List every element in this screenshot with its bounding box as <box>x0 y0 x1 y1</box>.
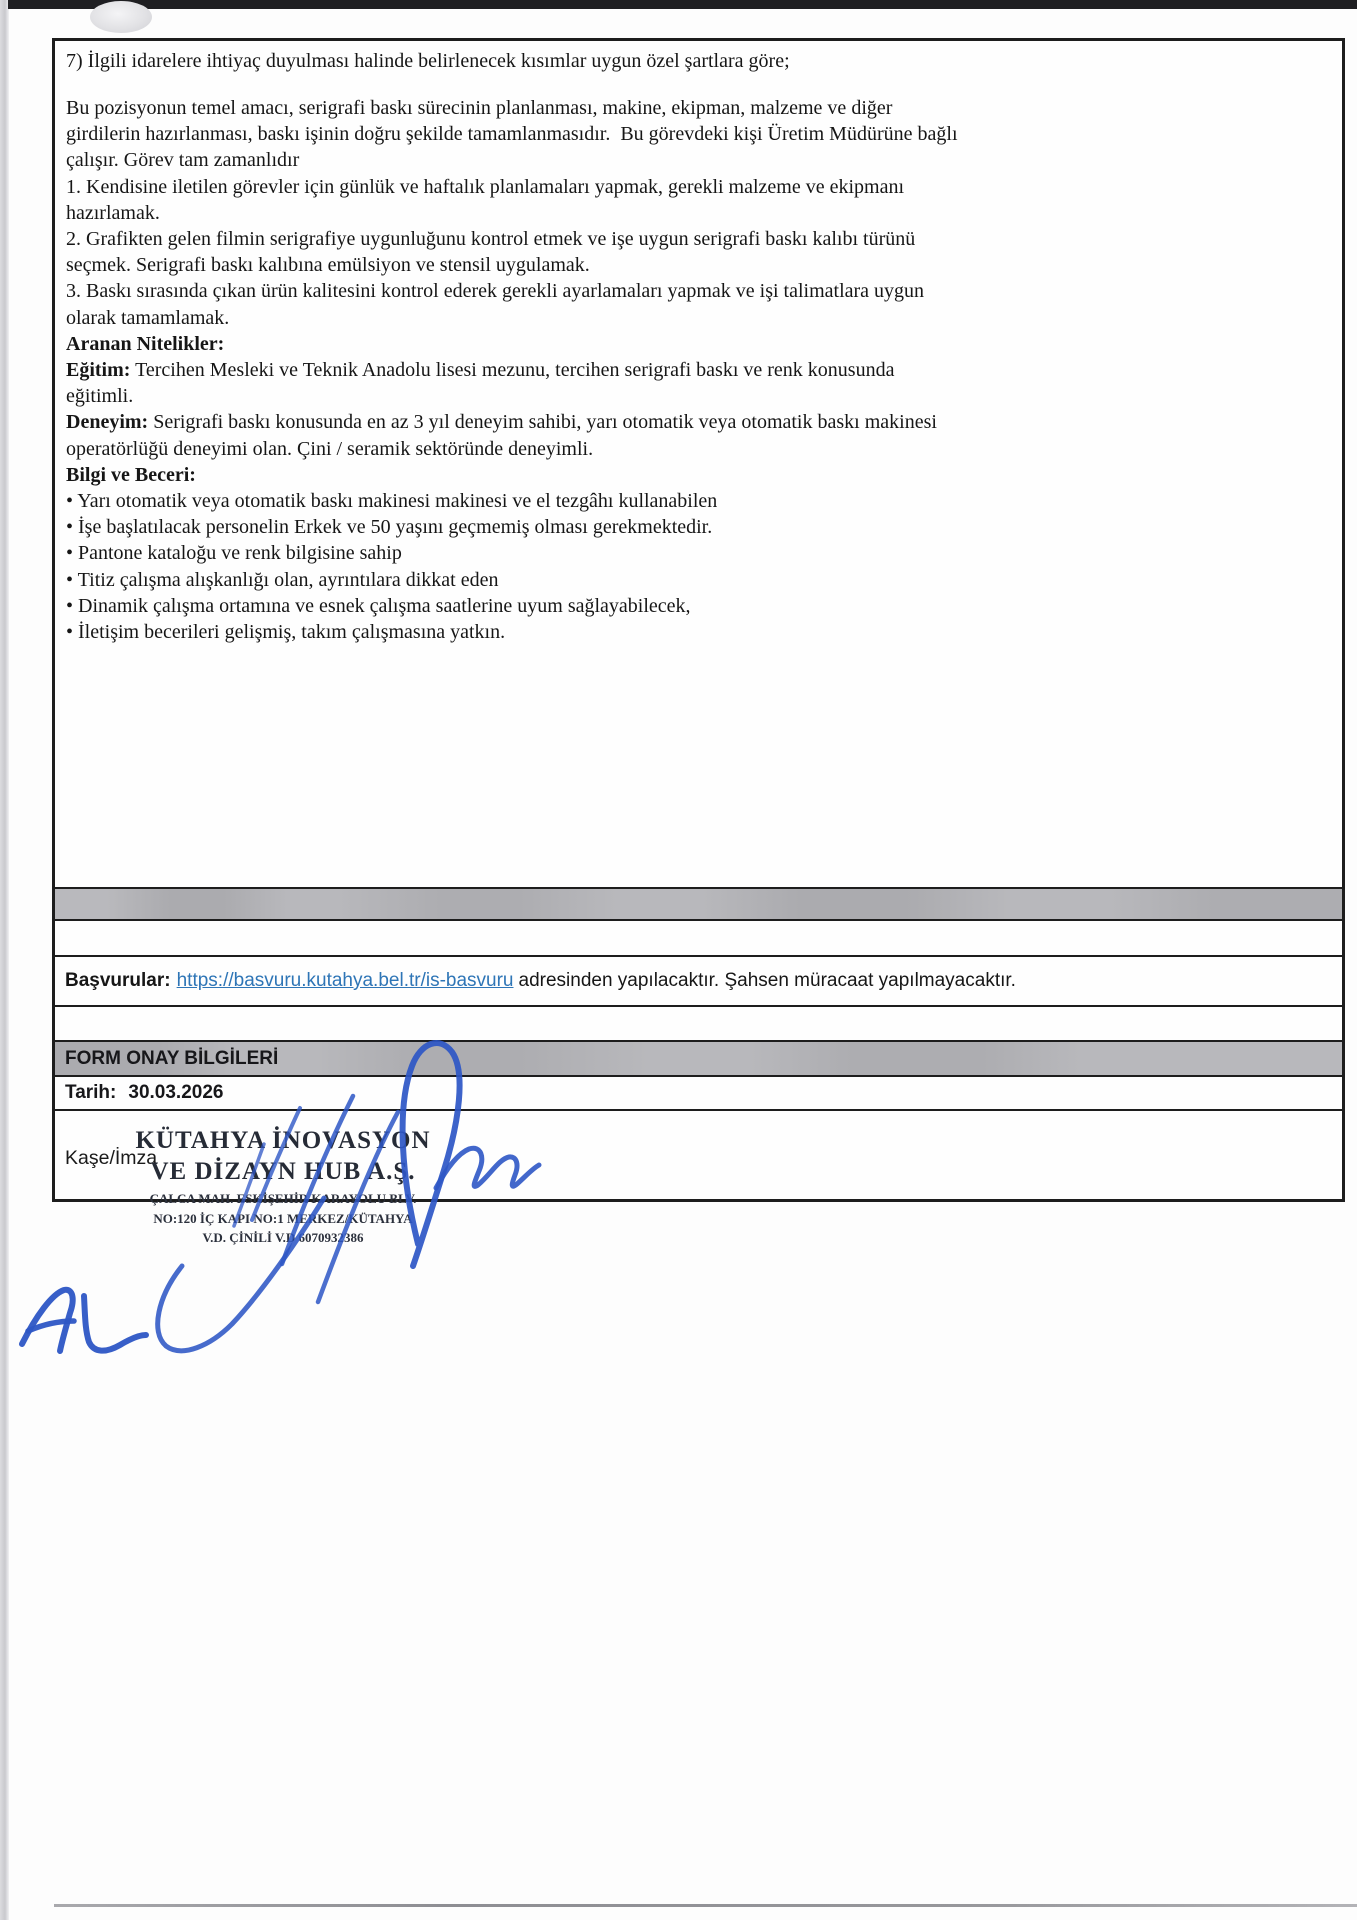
body-text-line: • Titiz çalışma alışkanlığı olan, ayrıntılara dikkat eden <box>66 568 499 591</box>
date-value: 30.03.2026 <box>128 1082 224 1103</box>
body-text-line: • İşe başlatılacak personelin Erkek ve 50 yaşını geçmemiş olması gerekmektedir. <box>66 516 713 539</box>
date-label: Tarih: <box>65 1082 117 1103</box>
body-text-line: hazırlamak. <box>66 201 160 224</box>
scan-edge-strip <box>0 0 9 1920</box>
body-text-line: Deneyim: Serigrafi baskı konusunda en az 3 yıl deneyim sahibi, yarı otomatik veya otomatik baskı makinesi <box>66 411 937 434</box>
scan-top-bar <box>8 0 1357 9</box>
body-text-line: olarak tamamlamak. <box>66 306 230 329</box>
empty-row <box>55 1007 1342 1042</box>
body-text-line: • Dinamik çalışma ortamına ve esnek çalışma saatlerine uyum sağlayabilecek, <box>66 594 691 617</box>
application-row <box>55 957 1342 1007</box>
gray-separator-bar <box>55 887 1342 921</box>
body-text-line: • İletişim becerileri gelişmiş, takım çalışmasına yatkın. <box>66 621 506 644</box>
stamp-signature-label: Kaşe/İmza <box>65 1147 158 1169</box>
body-text-line: eğitimli. <box>66 385 134 408</box>
form-table <box>52 38 1345 1202</box>
job-description-cell <box>55 41 1342 887</box>
body-text-line: Eğitim: Tercihen Mesleki ve Teknik Anadolu lisesi mezunu, tercihen serigrafi baskı ve renk konusunda <box>66 359 895 382</box>
body-text-line: girdilerin hazırlanması, baskı işinin doğru şekilde tamamlanmasıdır. Bu görevdeki kişi Üretim Müdürüne bağlı <box>66 123 958 146</box>
stamp-signature-row <box>55 1111 1342 1199</box>
form-approval-header <box>55 1042 1342 1077</box>
application-link[interactable]: https://basvuru.kutahya.bel.tr/is-basvuru <box>176 970 514 991</box>
application-suffix: adresinden yapılacaktır. Şahsen müracaat yapılmayacaktır. <box>518 970 1016 991</box>
date-row <box>55 1077 1342 1111</box>
body-text-line: • Pantone kataloğu ve renk bilgisine sahip <box>66 542 402 565</box>
empty-row <box>55 921 1342 957</box>
body-text-line: Aranan Nitelikler: <box>66 332 225 355</box>
special-conditions-line: 7) İlgili idarelere ihtiyaç duyulması halinde belirlenecek kısımlar uygun özel şartlara göre; <box>66 50 790 72</box>
stamp-address-line1: ÇALCA MAH. ESKİŞEHİR KARAYOLU BLV. <box>149 1191 417 1206</box>
body-text-line: 2. Grafikten gelen filmin serigrafiye uygunluğunu kontrol etmek ve işe uygun serigrafi baskı kalıbı türünü <box>66 228 916 251</box>
stamp-address-line3: V.D. ÇİNİLİ V.D 6070932386 <box>202 1230 364 1245</box>
body-text-line: seçmek. Serigrafi baskı kalıbına emülsiyon ve stensil uygulamak. <box>66 254 590 277</box>
scan-bottom-line <box>54 1904 1357 1907</box>
stamp-address-line2: NO:120 İÇ KAPI NO:1 MERKEZ/KÜTAHYA <box>153 1210 413 1226</box>
body-text-line: • Yarı otomatik veya otomatik baskı makinesi makinesi ve el tezgâhı kullanabilen <box>66 490 718 513</box>
stamp-company-name-line1: KÜTAHYA İNOVASYON <box>135 1127 431 1154</box>
form-approval-title: FORM ONAY BİLGİLERİ <box>65 1047 279 1069</box>
body-text-line: operatörlüğü deneyimi olan. Çini / seramik sektöründe deneyimli. <box>66 437 594 460</box>
application-label: Başvurular: <box>65 970 171 991</box>
body-text-line: Bu pozisyonun temel amacı, serigrafi baskı sürecinin planlanması, makine, ekipman, malzeme ve diğer <box>66 97 893 119</box>
body-text-line: 1. Kendisine iletilen görevler için günlük ve haftalık planlamaları yapmak, gerekli malzeme ve ekipmanı <box>66 175 905 198</box>
job-description-text <box>66 95 1328 645</box>
scan-punch-hole-shadow <box>90 1 152 33</box>
stamp-company-name-line2: VE DİZAYN HUB A.Ş. <box>150 1158 416 1185</box>
body-text-line: çalışır. Görev tam zamanlıdır <box>66 149 300 172</box>
body-text-line: Bilgi ve Beceri: <box>66 463 196 486</box>
body-text-line: 3. Baskı sırasında çıkan ürün kalitesini kontrol ederek gerekli ayarlamaları yapmak ve işi talimatlara uygun <box>66 280 925 303</box>
